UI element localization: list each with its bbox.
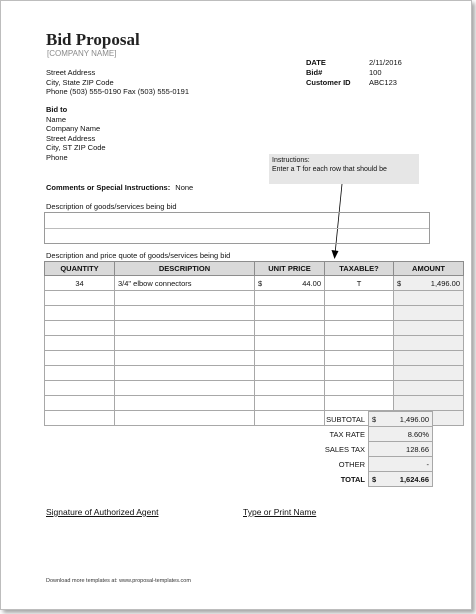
cell-description[interactable] <box>115 381 255 396</box>
cell-taxable[interactable]: T <box>325 276 394 291</box>
cell-taxable[interactable] <box>325 366 394 381</box>
comments-row <box>46 183 193 193</box>
cell-taxable[interactable] <box>325 351 394 366</box>
instructions-callout <box>269 154 419 184</box>
currency-symbol: $ <box>258 278 263 288</box>
totals-row <box>305 442 433 457</box>
cell-description[interactable] <box>115 366 255 381</box>
address-line: Phone (503) 555-0190 Fax (503) 555-0191 <box>46 87 190 97</box>
total-value: 128.66 <box>406 444 429 454</box>
cell-amount <box>394 366 464 381</box>
total-label: SALES TAX <box>324 444 365 454</box>
bid-to-line: Company Name <box>46 124 101 134</box>
cell-description[interactable] <box>115 351 255 366</box>
total-value: 1,624.66 <box>399 474 429 484</box>
currency-symbol: $ <box>372 414 377 424</box>
total-label: OTHER <box>338 459 365 469</box>
cell-taxable[interactable] <box>325 396 394 411</box>
cell-description[interactable] <box>115 291 255 306</box>
customer-id-label: Customer ID <box>306 78 351 87</box>
total-value: 1,496.00 <box>399 414 429 424</box>
cell-taxable[interactable] <box>325 336 394 351</box>
cell-amount <box>394 276 464 291</box>
cell-description[interactable] <box>115 321 255 336</box>
cell-quantity[interactable] <box>45 411 115 426</box>
cell-amount <box>394 396 464 411</box>
currency-symbol: $ <box>397 278 402 288</box>
cell-unit-price[interactable] <box>255 291 325 306</box>
totals-table <box>305 411 433 487</box>
cell-unit-price[interactable] <box>255 276 325 291</box>
cell-amount <box>394 351 464 366</box>
total-label: TOTAL <box>340 474 365 484</box>
cell-amount <box>394 306 464 321</box>
table-row <box>45 351 464 366</box>
cell-quantity[interactable] <box>45 306 115 321</box>
col-description: DESCRIPTION <box>115 262 255 276</box>
cell-quantity[interactable]: 34 <box>45 276 115 291</box>
table-row <box>45 366 464 381</box>
table-row <box>45 381 464 396</box>
totals-row <box>305 412 433 427</box>
cell-quantity[interactable] <box>45 351 115 366</box>
date-value: 2/11/2016 <box>369 58 402 67</box>
col-quantity: QUANTITY <box>45 262 115 276</box>
bid-to-line: Name <box>46 114 67 124</box>
total-value-cell <box>369 472 433 487</box>
col-unit-price: UNIT PRICE <box>255 262 325 276</box>
company-address <box>46 68 189 97</box>
cell-quantity[interactable] <box>45 396 115 411</box>
col-amount: AMOUNT <box>394 262 464 276</box>
footer-link[interactable]: Download more templates at: www.proposal-templates.com <box>46 578 191 584</box>
col-taxable: TAXABLE? <box>325 262 394 276</box>
cell-quantity[interactable] <box>45 381 115 396</box>
line-items-table <box>44 261 464 426</box>
bid-number-label: Bid# <box>306 68 323 77</box>
total-value-cell <box>369 442 433 457</box>
date-label: DATE <box>306 58 326 67</box>
instructions-text: Enter a T for each row that should be <box>272 166 387 173</box>
total-label: SUBTOTAL <box>326 414 365 424</box>
unit-price-value: 44.00 <box>302 278 321 288</box>
cell-quantity[interactable] <box>45 366 115 381</box>
cell-unit-price[interactable] <box>255 381 325 396</box>
cell-taxable[interactable] <box>325 306 394 321</box>
totals-row <box>305 427 433 442</box>
instructions-heading: Instructions: <box>272 157 310 164</box>
total-value: 8.60% <box>407 429 429 439</box>
comments-label: Comments or Special Instructions: <box>46 183 171 192</box>
bid-to-block <box>46 105 106 163</box>
table-row <box>45 276 464 291</box>
totals-row <box>305 472 433 487</box>
address-line: Street Address <box>46 68 96 77</box>
bid-to-heading: Bid to <box>46 105 68 114</box>
total-value-cell <box>369 427 433 442</box>
cell-description[interactable]: 3/4" elbow connectors <box>115 276 255 291</box>
cell-amount <box>394 381 464 396</box>
cell-unit-price[interactable] <box>255 396 325 411</box>
amount-value: 1,496.00 <box>430 278 460 288</box>
company-name: [COMPANY NAME] <box>47 49 117 58</box>
signature-name-label: Type or Print Name <box>243 507 317 517</box>
cell-description[interactable] <box>115 306 255 321</box>
quote-description-label: Description and price quote of goods/services being bid <box>46 251 231 260</box>
address-line: City, State ZIP Code <box>46 77 114 87</box>
total-value-cell <box>369 412 433 427</box>
totals-row <box>305 457 433 472</box>
cell-quantity[interactable] <box>45 336 115 351</box>
cell-unit-price[interactable] <box>255 321 325 336</box>
total-value: - <box>426 459 429 469</box>
table-row <box>45 306 464 321</box>
total-label: TAX RATE <box>329 429 365 439</box>
cell-unit-price[interactable] <box>255 366 325 381</box>
table-row <box>45 321 464 336</box>
table-row <box>45 291 464 306</box>
cell-taxable[interactable] <box>325 381 394 396</box>
bid-to-line: Phone <box>46 152 68 162</box>
cell-unit-price[interactable] <box>255 306 325 321</box>
page-title: Bid Proposal <box>46 30 140 49</box>
cell-description[interactable] <box>115 396 255 411</box>
customer-id-value: ABC123 <box>369 78 397 87</box>
goods-description-box[interactable] <box>44 212 430 244</box>
cell-quantity[interactable] <box>45 291 115 306</box>
cell-description[interactable] <box>115 411 255 426</box>
cell-unit-price[interactable] <box>255 336 325 351</box>
table-row <box>45 396 464 411</box>
bid-to-line: Street Address <box>46 133 96 143</box>
signature-agent-label: Signature of Authorized Agent <box>46 507 159 517</box>
cell-taxable[interactable] <box>325 321 394 336</box>
comments-value: None <box>175 183 194 192</box>
cell-amount <box>394 336 464 351</box>
bid-to-line: City, ST ZIP Code <box>46 143 106 153</box>
total-value-cell <box>369 457 433 472</box>
goods-description-label: Description of goods/services being bid <box>46 202 177 211</box>
table-row <box>45 336 464 351</box>
cell-quantity[interactable] <box>45 321 115 336</box>
cell-unit-price[interactable] <box>255 351 325 366</box>
cell-amount <box>394 291 464 306</box>
cell-taxable[interactable] <box>325 291 394 306</box>
currency-symbol: $ <box>372 474 377 484</box>
cell-amount <box>394 321 464 336</box>
bid-number-value: 100 <box>369 68 382 77</box>
cell-description[interactable] <box>115 336 255 351</box>
